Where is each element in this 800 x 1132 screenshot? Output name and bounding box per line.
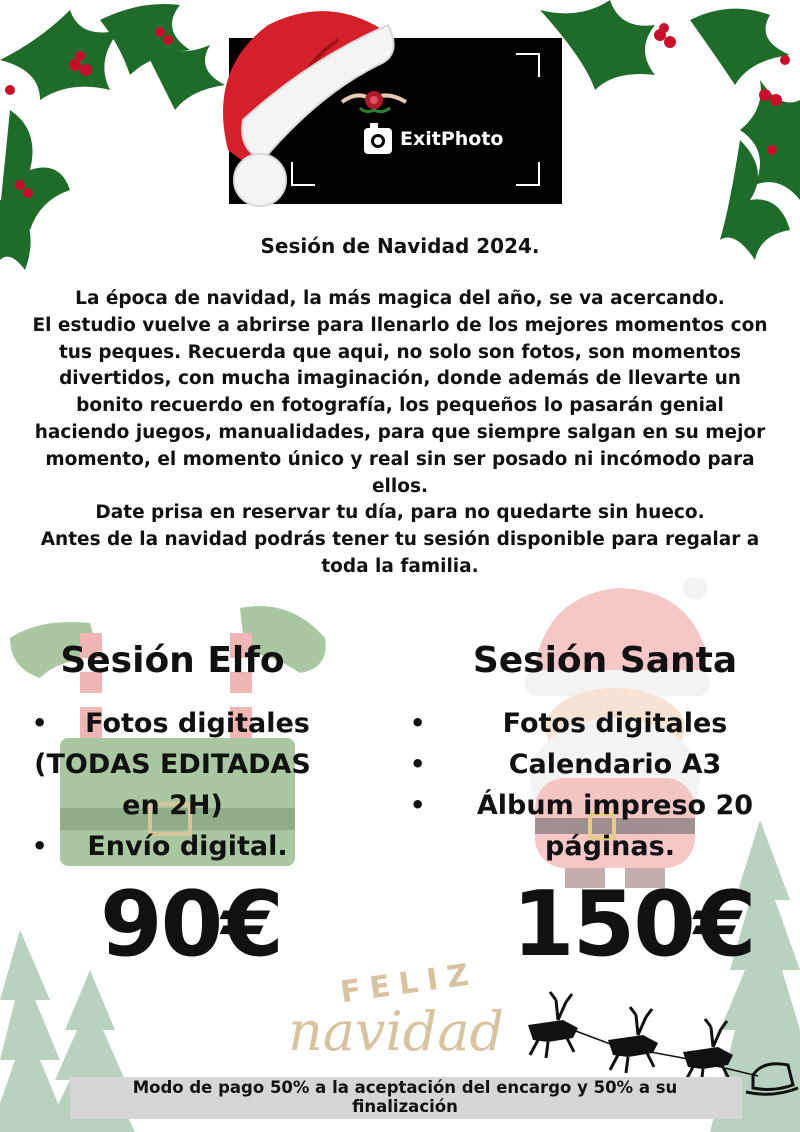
intro-line: haciendo juegos, manualidades, para que siempre salgan en su mejor xyxy=(34,421,766,443)
elfo-price: 90€ xyxy=(100,872,282,977)
page-title: Sesión de Navidad 2024. xyxy=(260,234,540,258)
santa-feature-item xyxy=(400,744,800,785)
santa-price: 150€ xyxy=(512,872,755,977)
elfo-package-features xyxy=(0,703,345,867)
bullet-icon: • xyxy=(32,832,48,860)
intro-line: divertidos, con mucha imaginación, donde además de llevarte un xyxy=(59,368,741,390)
feliz-decorative-text: FELIZ xyxy=(338,956,480,1011)
bullet-icon: • xyxy=(410,709,426,737)
santa-feature-item-continued: páginas. xyxy=(545,831,675,862)
intro-paragraph xyxy=(8,286,792,581)
santa-feature-item xyxy=(400,785,800,826)
elfo-feature-item xyxy=(0,703,345,744)
elfo-feature-item xyxy=(0,826,345,867)
santa-package-features xyxy=(400,703,800,867)
intro-line: bonito recuerdo en fotografía, los pequeños lo pasarán genial xyxy=(76,395,724,417)
santa-package-title: Sesión Santa xyxy=(472,640,738,681)
frame-corner xyxy=(516,53,540,77)
navidad-decorative-text: navidad xyxy=(288,1000,505,1063)
bullet-icon: • xyxy=(410,750,426,778)
elfo-feature-label: Fotos digitales xyxy=(85,708,310,739)
brand-name: ExitPhoto xyxy=(400,128,504,150)
elfo-package-title: Sesión Elfo xyxy=(60,640,285,681)
intro-line: La época de navidad, la más magica del año, se va acercando. xyxy=(75,288,725,309)
elfo-feature-item-continued: (TODAS EDITADAS xyxy=(34,749,311,780)
santa-feature-label: Álbum impreso 20 xyxy=(476,790,754,821)
intro-line: ellos. xyxy=(372,475,428,497)
bullet-icon: • xyxy=(32,709,48,737)
intro-line: tus peques. Recuerda que aqui, no solo son fotos, son momentos xyxy=(58,341,742,363)
santa-feature-label: Calendario A3 xyxy=(508,749,722,780)
frame-corner xyxy=(516,162,540,186)
bullet-icon: • xyxy=(410,791,426,819)
elfo-feature-item-continued: en 2H) xyxy=(122,790,223,821)
santa-hat-icon xyxy=(188,0,398,215)
intro-line: toda la familia. xyxy=(321,555,479,577)
intro-line: Antes de la navidad podrás tener tu sesión disponible para regalar a xyxy=(40,529,760,551)
santa-feature-item xyxy=(400,703,800,744)
payment-terms-line: Modo de pago 50% a la aceptación del encargo y 50% a su xyxy=(132,1078,678,1097)
santa-feature-label: Fotos digitales xyxy=(502,708,728,739)
payment-terms-line: finalización xyxy=(352,1097,458,1116)
intro-line: El estudio vuelve a abrirse para llenarlo de los mejores momentos con xyxy=(32,314,768,336)
intro-line: momento, el momento único y real sin ser posado ni incómodo para xyxy=(45,448,755,470)
payment-terms xyxy=(60,1078,750,1116)
elfo-feature-label: Envío digital. xyxy=(87,831,288,862)
intro-line: Date prisa en reservar tu día, para no quedarte sin hueco. xyxy=(95,502,705,524)
